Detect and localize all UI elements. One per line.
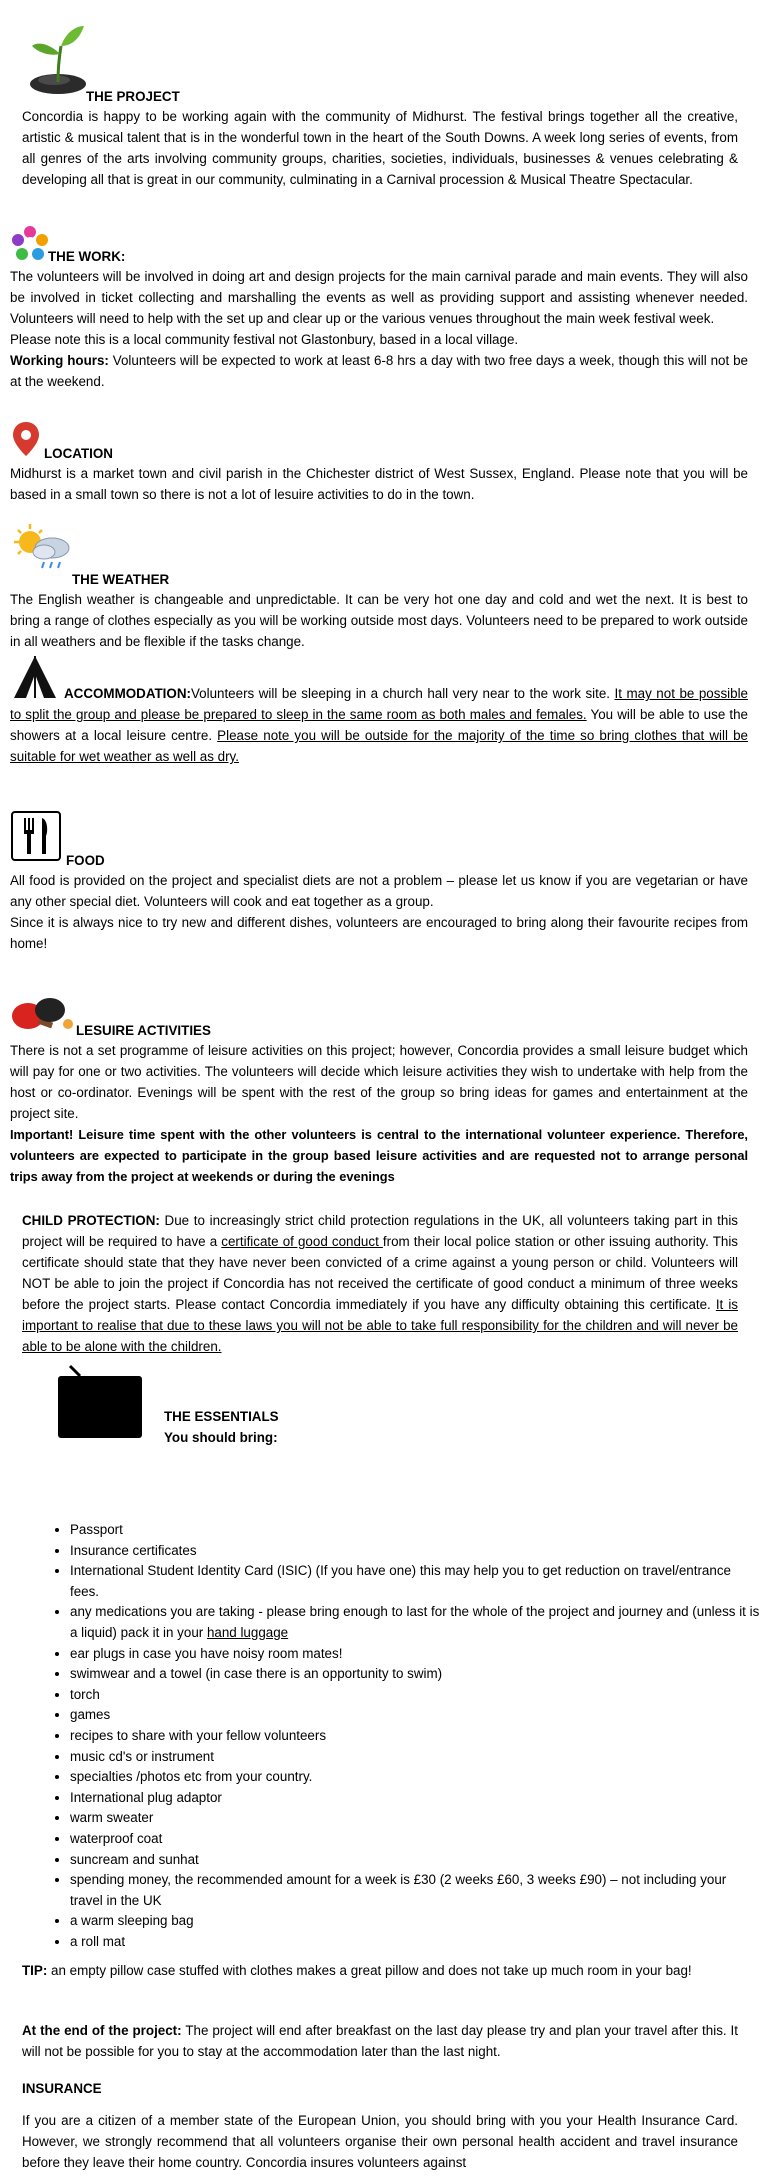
list-item: • Insurance certificates — [70, 1541, 760, 1562]
list-item: • torch — [70, 1685, 760, 1706]
list-item: • a warm sleeping bag — [70, 1911, 760, 1932]
work-note: Please note this is a local community festival not Glastonbury, based in a local village. — [10, 332, 519, 347]
child-protection-text: CHILD PROTECTION: Due to increasingly strict child protection regulations in the UK, all volunteers taking part in this project will be required to have a certificate of good conduct from their local police station or other issuing authority. This certificate should state that they have never been convicted of a crime against a young person or child. Volunteers will NOT be able to join the project if Concordia has not received the certificate of good conduct a minimum of three weeks before the project starts. Please contact Concordia immediately if you have any difficulty obtaining this certificate. It is important to realise that due to these laws you will not be able to take full responsibility for the children and will never be able to be alone with the children. — [22, 1213, 738, 1354]
weather-icon — [10, 522, 74, 572]
end-section — [22, 2020, 738, 2062]
tip-section — [22, 1960, 738, 1981]
essentials-heading-block — [164, 1406, 760, 1448]
list-item: • any medications you are taking - please bring enough to last for the whole of the project and journey and (unless it is a liquid) pack it in your hand luggage — [70, 1602, 760, 1643]
sapling-icon — [28, 20, 88, 96]
weather-text: The English weather is changeable and unpredictable. It can be very hot one day and cold and wet the next. It is best to bring a range of clothes especially as you will be working outside most days. Volunteers need to be prepared to work outside in all weathers and be flexible if the tasks change. — [10, 592, 748, 649]
table-tennis-icon — [10, 994, 76, 1034]
work-section — [10, 266, 748, 392]
location-text: Midhurst is a market town and civil parish in the Chichester district of West Sussex, England. Please note that you will be based in a small town so there is not a lot of lesuire activities to do in the town. — [10, 466, 748, 502]
weather-section — [10, 589, 748, 652]
list-item: • a roll mat — [70, 1932, 760, 1953]
list-item: • specialties /photos etc from your country. — [70, 1767, 760, 1788]
food-text: All food is provided on the project and specialist diets are not a problem – please let us know if you are vegetarian or have any other special diet. Volunteers will cook and eat together as a group. — [10, 873, 748, 909]
list-item: • spending money, the recommended amount for a week is £30 (2 weeks £60, 3 weeks £90) – not including your travel in the UK — [70, 1870, 760, 1911]
list-item: • International Student Identity Card (ISIC) (If you have one) this may help you to get reduction on travel/entrance fees. — [70, 1561, 760, 1602]
list-item: • suncream and sunhat — [70, 1850, 760, 1871]
insurance-heading: INSURANCE — [22, 2081, 102, 2096]
list-item: • music cd's or instrument — [70, 1747, 760, 1768]
list-item: • warm sweater — [70, 1808, 760, 1829]
end-text: At the end of the project: The project will end after breakfast on the last day please try and plan your travel after this. It will not be possible for you to stay at the accommodation later than the last night. — [22, 2023, 739, 2059]
leisure-section — [10, 1040, 748, 1187]
list-item: • swimwear and a towel (in case there is an opportunity to swim) — [70, 1664, 760, 1685]
insurance-section — [22, 2078, 738, 2173]
map-pin-icon — [10, 420, 46, 460]
flower-icon — [10, 224, 50, 262]
project-section — [22, 106, 738, 190]
leisure-important: Important! Leisure time spent with the other volunteers is central to the international volunteer experience. Therefore, volunteers are expected to participate in the group based leisure activities and are requested not to arrange personal trips away from the project at weekends or during the evenings — [10, 1127, 748, 1184]
list-item: • International plug adaptor — [70, 1788, 760, 1809]
food-heading: FOOD — [66, 853, 105, 868]
location-heading: LOCATION — [44, 446, 113, 461]
food-text2: Since it is always nice to try new and different dishes, volunteers are encouraged to bring along their favourite recipes from home! — [10, 915, 748, 951]
list-item: • ear plugs in case you have noisy room mates! — [70, 1644, 760, 1665]
list-item: • waterproof coat — [70, 1829, 760, 1850]
briefcase-icon — [54, 1364, 146, 1440]
food-section — [10, 870, 748, 954]
work-heading: THE WORK: — [48, 249, 126, 264]
working-hours: Working hours: Volunteers will be expected to work at least 6-8 hrs a day with two free days a week, though this will not be at the weekend. — [10, 353, 748, 389]
leisure-heading: LESUIRE ACTIVITIES — [76, 1023, 211, 1038]
weather-heading: THE WEATHER — [72, 572, 170, 587]
leisure-text: There is not a set programme of leisure activities on this project; however, Concordia provides a small leisure budget which will pay for one or two activities. The volunteers will decide which leisure activities they wish to undertake with help from the host or co-ordinator. Evenings will be spent with the rest of the group so bring ideas for games and entertainment at the project site. — [10, 1043, 748, 1121]
list-item: • games — [70, 1705, 760, 1726]
project-heading: THE PROJECT — [86, 89, 180, 104]
essentials-sub: You should bring: — [164, 1430, 278, 1445]
essentials-list — [48, 1520, 760, 1952]
fork-knife-icon — [10, 810, 62, 862]
tip-text: TIP: an empty pillow case stuffed with clothes makes a great pillow and does not take up much room in your bag! — [22, 1963, 692, 1978]
accommodation-text: ACCOMMODATION:Volunteers will be sleeping in a church hall very near to the work site. It may not be possible to split the group and please be prepared to sleep in the same room as both males and females. You will be able to use the showers at a local leisure centre. Please note you will be outside for the majority of the time so bring clothes that will be suitable for wet weather as well as dry. — [10, 686, 749, 764]
list-item: • recipes to share with your fellow volunteers — [70, 1726, 760, 1747]
essentials-heading: THE ESSENTIALS — [164, 1409, 279, 1424]
project-text: Concordia is happy to be working again with the community of Midhurst. The festival brings together all the creative, artistic & musical talent that is in the wonderful town in the heart of the South Downs. A week long series of events, from all genres of the arts involving community groups, charities, societies, individuals, businesses & venues celebrating & developing all that is great in our community, culminating in a Carnival procession & Musical Theatre Spectacular. — [22, 109, 738, 187]
work-text: The volunteers will be involved in doing art and design projects for the main carnival parade and main events. They will also be involved in ticket collecting and marshalling the events as well as providing support and assisting whenever needed. Volunteers will need to help with the set up and clear up or the various venues throughout the main week festival week. — [10, 269, 748, 326]
list-item: • Passport — [70, 1520, 760, 1541]
accommodation-section — [10, 683, 748, 767]
location-section — [10, 463, 748, 505]
insurance-text: If you are a citizen of a member state of the European Union, you should bring with you your Health Insurance Card. However, we strongly recommend that all volunteers organise their own personal health accident and travel insurance before they leave their home country. Concordia insures volunteers against — [22, 2113, 738, 2170]
child-protection-section — [22, 1210, 738, 1357]
